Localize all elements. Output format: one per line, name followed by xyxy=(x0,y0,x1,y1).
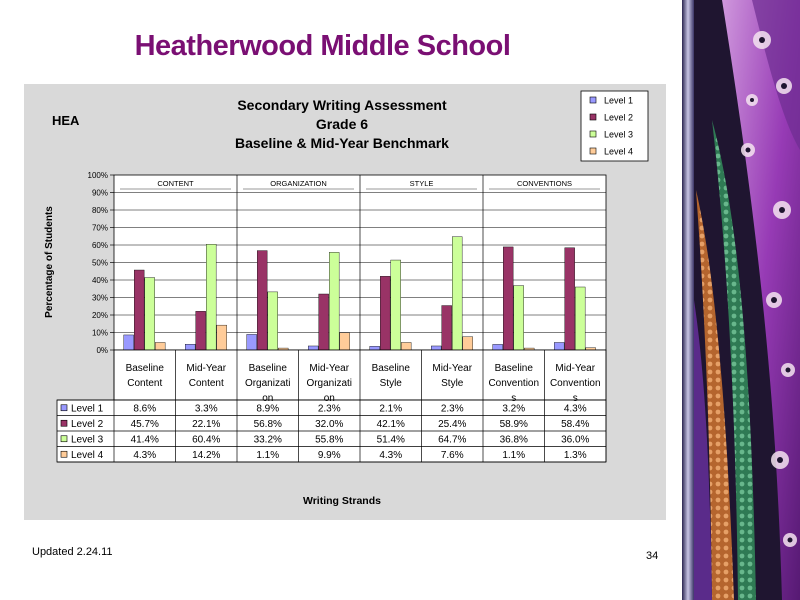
bar xyxy=(575,287,585,350)
category-label: Mid-Year xyxy=(432,363,473,374)
category-label: on xyxy=(262,393,274,404)
table-row-label: Level 4 xyxy=(71,449,104,461)
category-label: Organizati xyxy=(306,378,353,389)
bar xyxy=(247,334,257,350)
legend-label: Level 2 xyxy=(604,112,634,123)
data-label: 14.2% xyxy=(192,449,221,461)
category-label: s xyxy=(572,393,578,404)
bar xyxy=(452,237,462,350)
bar xyxy=(401,342,411,350)
category-label: s xyxy=(511,393,517,404)
x-axis-title: Writing Strands xyxy=(303,495,381,507)
y-tick-label: 50% xyxy=(91,258,108,268)
bar xyxy=(268,292,278,350)
legend-swatch xyxy=(590,114,596,120)
chart xyxy=(24,84,666,520)
y-tick-label: 80% xyxy=(91,206,108,215)
bar xyxy=(145,278,155,350)
group-label: STYLE xyxy=(409,179,434,188)
legend-swatch xyxy=(590,131,596,137)
bar xyxy=(380,276,390,350)
category-label: Content xyxy=(127,378,163,389)
page-number: 34 xyxy=(646,550,659,562)
bar xyxy=(196,311,206,350)
group-label: CONVENTIONS xyxy=(516,179,573,188)
category-label: Mid-Year xyxy=(309,363,350,374)
data-label: 7.6% xyxy=(440,449,464,461)
slide-title: Heatherwood Middle School xyxy=(134,30,511,62)
data-label: 56.8% xyxy=(253,418,282,430)
data-label: 8.9% xyxy=(256,403,280,415)
table-row-swatch xyxy=(61,451,67,457)
y-tick-label: 0% xyxy=(96,346,108,355)
category-label: Style xyxy=(441,378,464,389)
bar xyxy=(463,337,473,350)
chart-panel xyxy=(24,84,666,520)
bar xyxy=(308,346,318,350)
chart-title-line: Baseline & Mid-Year Benchmark xyxy=(235,135,449,151)
data-label: 3.3% xyxy=(194,403,218,415)
table-row-swatch xyxy=(61,436,67,442)
category-label: Style xyxy=(379,378,402,389)
bar xyxy=(442,306,452,350)
bar xyxy=(493,344,503,350)
data-label: 51.4% xyxy=(376,434,405,446)
data-label: 33.2% xyxy=(253,434,282,446)
data-label: 25.4% xyxy=(438,418,467,430)
data-label: 58.9% xyxy=(499,418,528,430)
category-label: Mid-Year xyxy=(555,363,596,374)
category-label: Baseline xyxy=(248,363,287,374)
data-label: 4.3% xyxy=(133,449,157,461)
legend-label: Level 4 xyxy=(604,146,634,157)
bar xyxy=(329,252,339,350)
y-tick-label: 20% xyxy=(91,311,108,320)
bar xyxy=(134,270,144,350)
y-tick-label: 70% xyxy=(91,223,108,233)
bar xyxy=(185,344,195,350)
data-label: 2.1% xyxy=(379,403,403,415)
data-label: 36.0% xyxy=(561,434,590,446)
y-tick-label: 40% xyxy=(91,276,108,285)
y-tick-label: 100% xyxy=(87,171,108,180)
data-label: 55.8% xyxy=(315,434,344,446)
data-label: 1.1% xyxy=(502,449,526,461)
chart-title-line: Grade 6 xyxy=(315,116,369,132)
y-tick-label: 10% xyxy=(91,328,108,338)
data-label: 58.4% xyxy=(561,418,590,430)
bar xyxy=(503,247,513,350)
legend-label: Level 3 xyxy=(604,129,634,140)
bar xyxy=(319,294,329,350)
legend-swatch xyxy=(590,148,596,154)
table-row-swatch xyxy=(61,405,67,411)
table-row-label: Level 3 xyxy=(71,434,104,446)
category-label: Organizati xyxy=(244,378,291,389)
bar xyxy=(370,346,380,350)
table-row-label: Level 2 xyxy=(71,418,104,430)
group-label: ORGANIZATION xyxy=(270,179,327,188)
y-tick-label: 60% xyxy=(91,241,108,250)
table-row-label: Level 1 xyxy=(71,403,104,415)
data-label: 32.0% xyxy=(315,418,344,430)
legend-swatch xyxy=(590,97,596,103)
category-label: Baseline xyxy=(125,363,164,374)
data-label: 42.1% xyxy=(376,418,405,430)
bar xyxy=(257,251,267,350)
y-axis-title: Percentage of Students xyxy=(44,206,55,318)
category-label: Baseline xyxy=(494,363,533,374)
data-label: 64.7% xyxy=(438,434,467,446)
y-tick-label: 30% xyxy=(91,293,108,303)
bar xyxy=(514,286,524,350)
data-label: 41.4% xyxy=(130,434,159,446)
category-label: Convention xyxy=(488,378,540,389)
data-label: 60.4% xyxy=(192,434,221,446)
data-label: 45.7% xyxy=(130,418,159,430)
data-label: 22.1% xyxy=(192,418,221,430)
data-label: 1.3% xyxy=(563,449,587,461)
category-label: on xyxy=(323,393,335,404)
data-label: 8.6% xyxy=(133,403,157,415)
category-label: Content xyxy=(188,378,224,389)
bar xyxy=(431,346,441,350)
data-label: 2.3% xyxy=(317,403,341,415)
bar xyxy=(391,260,401,350)
bar xyxy=(340,333,350,350)
category-label: Baseline xyxy=(371,363,410,374)
bar xyxy=(217,325,227,350)
chart-title-line: Secondary Writing Assessment xyxy=(237,97,447,113)
bar xyxy=(206,244,216,350)
data-label: 3.2% xyxy=(502,403,526,415)
school-code: HEA xyxy=(52,113,80,128)
category-label: Mid-Year xyxy=(186,363,227,374)
data-label: 1.1% xyxy=(256,449,280,461)
table-row-swatch xyxy=(61,420,67,426)
y-tick-label: 90% xyxy=(91,188,108,198)
decorative-floral-border xyxy=(682,0,800,600)
bar xyxy=(554,342,564,350)
footer-updated-date: Updated 2.24.11 xyxy=(32,546,113,558)
data-label: 4.3% xyxy=(563,403,587,415)
group-label: CONTENT xyxy=(157,179,194,188)
legend-label: Level 1 xyxy=(604,95,634,106)
bar xyxy=(565,248,575,350)
data-label: 2.3% xyxy=(440,403,464,415)
bar xyxy=(124,335,134,350)
bar xyxy=(155,342,165,350)
data-label: 4.3% xyxy=(379,449,403,461)
data-label: 36.8% xyxy=(499,434,528,446)
data-label: 9.9% xyxy=(317,449,341,461)
category-label: Convention xyxy=(549,378,601,389)
